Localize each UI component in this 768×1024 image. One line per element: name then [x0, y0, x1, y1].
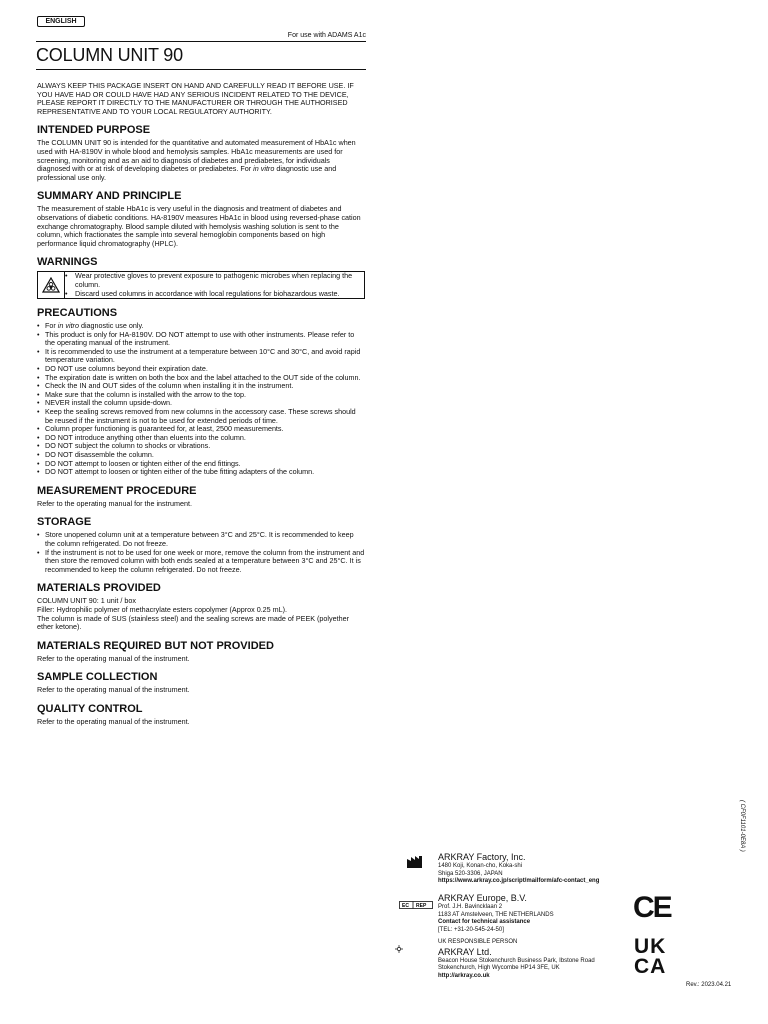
list-item: • This product is only for HA-8190V. DO NOT attempt to use with other instruments. Please refer to the operating manual of the instrument. [37, 331, 365, 348]
list-item: • DO NOT attempt to loosen or tighten either of the tube fitting adapters of the column. [37, 468, 365, 477]
uk-responsible-block [438, 939, 595, 980]
warnings-list [65, 272, 364, 298]
list-item: • DO NOT introduce anything other than eluents into the column. [37, 434, 365, 443]
ec-rep-tel: [TEL: +31-20-545-24-50] [438, 926, 504, 933]
list-item: • It is recommended to use the instrument at a temperature between 10°C and 30°C, and avoid rapid temperature variation. [37, 348, 365, 365]
manufacturer-url[interactable]: https://www.arkray.co.jp/script/mailform/afc-contact_eng [438, 878, 600, 885]
list-item: • NEVER install the column upside-down. [37, 399, 365, 408]
manufacturer-icon [406, 855, 424, 874]
measurement-text: Refer to the operating manual for the instrument. [37, 498, 193, 508]
ec-rep-name: ARKRAY Europe, B.V. [438, 893, 527, 903]
uk-responsible-label: UK RESPONSIBLE PERSON [438, 939, 518, 945]
ec-rep-ec-label: EC [402, 903, 409, 909]
ec-rep-address: 1183 AT Amstelveen, THE NETHERLANDS [438, 911, 554, 918]
materials-heading: MATERIALS PROVIDED [37, 582, 161, 595]
list-item: • Make sure that the column is installed with the arrow to the top. [37, 391, 365, 400]
warnings-heading: WARNINGS [37, 256, 98, 269]
manufacturer-address: Shiga 520-3306, JAPAN [438, 870, 503, 877]
list-item: • DO NOT use columns beyond their expiration date. [37, 365, 365, 374]
materials-required-text: Refer to the operating manual of the instrument. [37, 653, 190, 663]
intended-purpose-text: The COLUMN UNIT 90 is intended for the quantitative and automated measurement of HbA1c when used with HA-8190V in whole blood and hemolysis samples. HbA1c measurements are used for screening, monitoring and as an aid to diagnosis of diabetes and prediabetes, for individuals diagnosed with or at risk of developing diabetes or prediabetes. For in vitro diagnostic use and professional use only. [37, 138, 356, 182]
list-item: • DO NOT subject the column to shocks or vibrations. [37, 442, 365, 451]
warnings-box [37, 271, 365, 299]
intended-purpose-heading: INTENDED PURPOSE [37, 124, 151, 137]
manufacturer-block [438, 852, 599, 886]
materials-line: Filler: Hydrophilic polymer of methacrylate esters copolymer (Approx 0.25 mL). [37, 604, 288, 614]
summary-heading: SUMMARY AND PRINCIPLE [37, 190, 182, 203]
list-item: • Discard used columns in accordance with local regulations for biohazardous waste. [65, 290, 364, 299]
list-item: • Column proper functioning is guaranteed for, at least, 2500 measurements. [37, 425, 365, 434]
materials-line: COLUMN UNIT 90: 1 unit / box [37, 596, 136, 606]
document-code: ( CF0F1101-0E8A ) [739, 800, 745, 852]
list-item: • Keep the sealing screws removed from new columns in the accessory case. These screws should be reused if the instrument is not to be used for extended periods of time. [37, 408, 365, 425]
sample-collection-heading: SAMPLE COLLECTION [37, 671, 158, 684]
precautions-heading: PRECAUTIONS [37, 307, 118, 320]
uk-responsible-address: Stokenchurch, High Wycombe HP14 3FE, UK [438, 965, 560, 972]
quality-control-text: Refer to the operating manual of the instrument. [37, 716, 190, 726]
page-title: COLUMN UNIT 90 [36, 45, 183, 65]
uk-responsible-name: ARKRAY Ltd. [438, 946, 492, 957]
ec-rep-contact-label: Contact for technical assistance [438, 919, 531, 926]
manufacturer-address: 1480 Koji, Konan-cho, Koka-shi [438, 863, 523, 869]
ukca-mark: UK CA [634, 935, 667, 978]
biohazard-icon [38, 272, 65, 298]
materials-required-heading: MATERIALS REQUIRED BUT NOT PROVIDED [37, 639, 274, 652]
list-item: • Check the IN and OUT sides of the column when installing it in the instrument. [37, 382, 365, 391]
storage-list [37, 531, 365, 574]
title-rule-bottom [36, 69, 366, 70]
list-item: • For in vitro diagnostic use only. [37, 322, 365, 331]
ec-rep-address: Prof. J.H. Bavincklaan 2 [438, 904, 503, 910]
title-rule-top [36, 41, 366, 42]
list-item: • If the instrument is not to be used for one week or more, remove the column from the instrument and then store the removed column with both ends sealed at a temperature between 3°C and 25°C. It is recommended to keep the column refrigerated. Do not freeze. [37, 549, 365, 575]
ec-rep-block [438, 893, 554, 934]
main-column [37, 82, 365, 727]
sample-collection-text: Refer to the operating manual of the instrument. [37, 685, 190, 695]
list-item: • Wear protective gloves to prevent exposure to pathogenic microbes when replacing the column. [65, 272, 364, 289]
uk-responsible-address: Beacon House Stokenchurch Business Park, Ibstone Road [438, 957, 595, 964]
quality-control-heading: QUALITY CONTROL [37, 702, 143, 715]
measurement-heading: MEASUREMENT PROCEDURE [37, 484, 197, 497]
intro-text: ALWAYS KEEP THIS PACKAGE INSERT ON HAND AND CAREFULLY READ IT BEFORE USE. IF YOU HAVE HAD OR COULD HAVE HAD ANY SERIOUS INCIDENT RELATED TO THE DEVICE, PLEASE REPORT IT DIRECTLY TO THE MANUFACTURER OR THROUGH THE AUTHORISED REPRESENTATIVE AND TO YOUR LOCAL REGULATORY AUTHORITY. [37, 81, 354, 116]
uk-responsible-icon [395, 940, 403, 958]
language-badge: ENGLISH [37, 16, 85, 27]
use-with-text: For use with ADAMS A1c [287, 32, 366, 39]
summary-text: The measurement of stable HbA1c is very useful in the diagnosis and treatment of diabetes and observations of diabetic conditions. HA-8190V measures HbA1c in blood using reversed-phase cation exchange chromatography. Blood sample diluted with hemolysis washing solution is sent to the column, which fractionates the sample into several hemoglobin components based on high performance liquid chromatography (HPLC). [37, 204, 361, 248]
storage-heading: STORAGE [37, 516, 92, 529]
ec-rep-icon [399, 896, 433, 914]
ec-rep-rep-label: REP [416, 903, 427, 909]
revision-date: Rev.: 2023.04.21 [686, 982, 732, 988]
materials-line: The column is made of SUS (stainless steel) and the sealing screws are made of PEEK (polyether ether ketone). [37, 613, 350, 632]
uk-responsible-url[interactable]: http://arkray.co.uk [438, 972, 490, 979]
list-item: • Store unopened column unit at a temperature between 3°C and 25°C. It is recommended to keep the column refrigerated. Do not freeze. [37, 531, 365, 548]
list-item: • DO NOT disassemble the column. [37, 451, 365, 460]
manufacturer-name: ARKRAY Factory, Inc. [438, 852, 526, 862]
list-item: • DO NOT attempt to loosen or tighten either of the end fittings. [37, 460, 365, 469]
ce-mark: CE [633, 891, 671, 924]
list-item: • The expiration date is written on both the box and the label attached to the OUT side of the column. [37, 374, 365, 383]
precautions-list [37, 322, 365, 477]
